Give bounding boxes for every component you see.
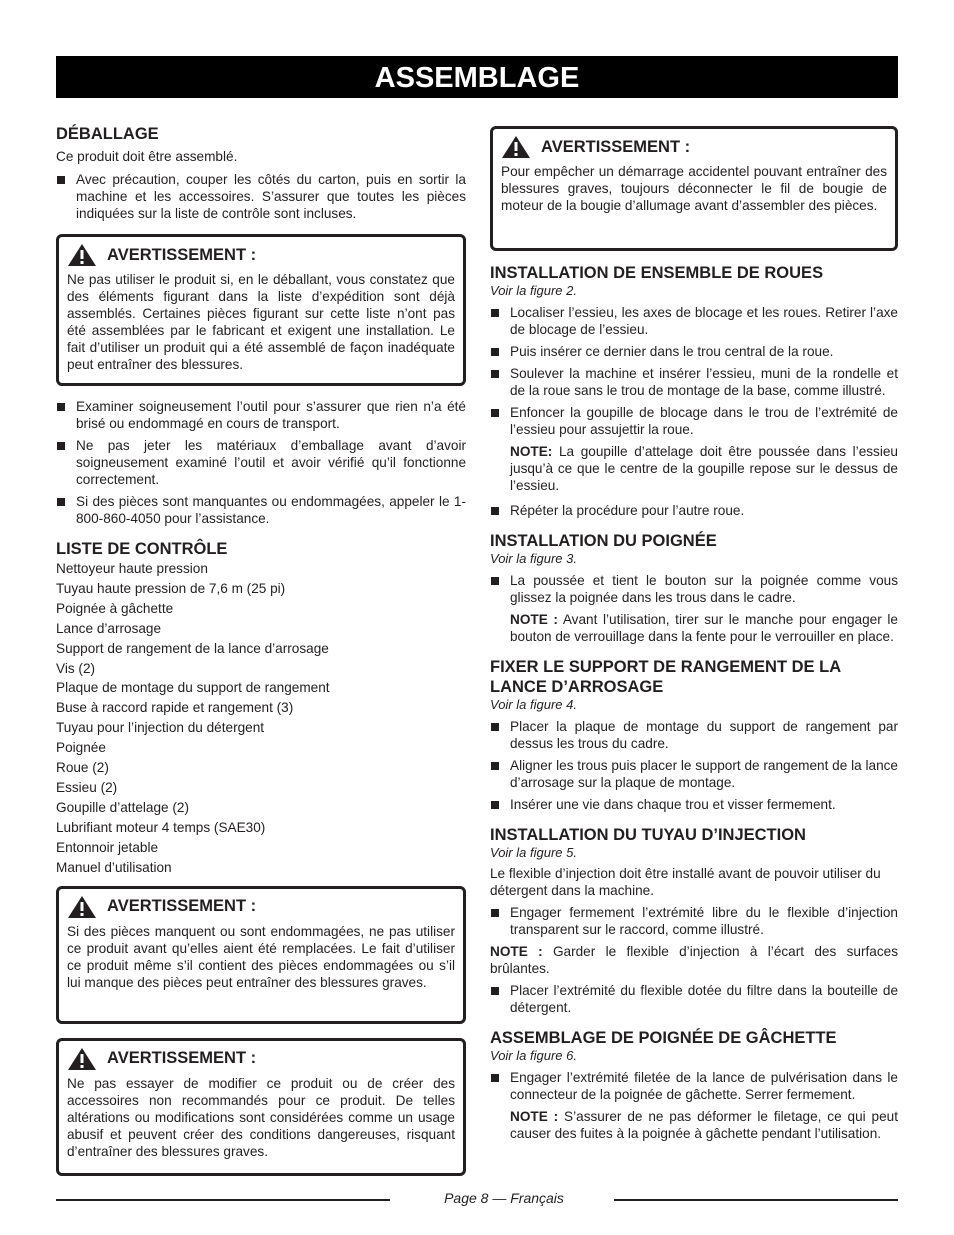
checklist-item: Tuyau pour l’injection du détergent bbox=[56, 720, 265, 736]
checklist-item: Tuyau haute pression de 7,6 m (25 pi) bbox=[56, 580, 286, 596]
wheels-heading: INSTALLATION DE ENSEMBLE DE ROUES bbox=[490, 264, 824, 282]
warning-label: AVERTISSEMENT : bbox=[107, 1049, 257, 1067]
list-item: Placer l’extrémité du flexible dotée du filtre dans la bouteille de détergent. bbox=[490, 982, 898, 1016]
handle-heading: INSTALLATION DU POIGNÉE bbox=[490, 532, 717, 550]
checklist-item: Plaque de montage du support de rangement bbox=[56, 680, 330, 696]
list-item: Répéter la procédure pour l’autre roue. bbox=[490, 502, 898, 519]
figure-reference: Voir la figure 4. bbox=[490, 697, 577, 712]
checklist-item: Roue (2) bbox=[56, 760, 109, 776]
warning-box-modification bbox=[56, 1038, 466, 1176]
page-title: ASSEMBLAGE bbox=[56, 56, 898, 98]
list-item: Enfoncer la goupille de blocage dans le trou de l’extrémité de l’essieu pour assujettir la roue. bbox=[490, 404, 898, 438]
checklist-item: Manuel d’utilisation bbox=[56, 859, 172, 875]
list-item: Examiner soigneusement l’outil pour s’assurer que rien n’a été brisé ou endommagé en cours de transport. bbox=[56, 398, 466, 432]
checklist-item: Poignée à gâchette bbox=[56, 600, 174, 616]
list-item: La poussée et tient le bouton sur la poignée comme vous glissez la poignée dans les trous dans le cadre. bbox=[490, 572, 898, 606]
list-item: Soulever la machine et insérer l’essieu, muni de la rondelle et de la roue sans le trou de montage de la base, comme illustré. bbox=[490, 365, 898, 399]
warning-text: Si des pièces manquent ou sont endommagées, ne pas utiliser ce produit avant qu’elles aient été remplacées. Le fait d’utiliser ce produit même s’il contient des pièces endommagées ou s’il lui manque des pièces peut entraîner des blessures graves. bbox=[67, 923, 455, 990]
inspection-list bbox=[56, 398, 466, 527]
list-item: Placer la plaque de montage du support de rangement par dessus les trous du cadre. bbox=[490, 718, 898, 752]
list-item: Aligner les trous puis placer le support de rangement de la lance d’arrosage sur la plaque de montage. bbox=[490, 757, 898, 791]
figure-reference: Voir la figure 3. bbox=[490, 551, 577, 566]
warning-text: Ne pas utiliser le produit si, en le déballant, vous constatez que des éléments figurant dans la liste d’expédition sont déjà assemblés. Certaines pièces figurant sur cette liste n’ont pas été assemblées par le fabricant et exigent une installation. Le fait d’utiliser un produit qui a été assemblé de façon inadéquate peut entraîner des blessures. bbox=[67, 272, 455, 372]
checklist-heading: LISTE DE CONTRÔLE bbox=[56, 540, 228, 558]
trigger-list bbox=[490, 1069, 898, 1103]
checklist-item: Entonnoir jetable bbox=[56, 839, 159, 855]
injection-intro: Le flexible d’injection doit être installé avant de pouvoir utiliser du détergent dans la machine. bbox=[490, 866, 881, 898]
list-item: Ne pas jeter les matériaux d’emballage avant d’avoir soigneusement examiné l’outil et avoir vérifié qu’il fonctionne correctement. bbox=[56, 437, 466, 488]
list-item: Engager l’extrémité filetée de la lance de pulvérisation dans le connecteur de la poignée de gâchette. Serrer fermement. bbox=[490, 1069, 898, 1103]
warning-triangle-icon bbox=[501, 135, 531, 159]
warning-box-unpacking bbox=[56, 234, 466, 386]
warning-triangle-icon bbox=[67, 895, 97, 919]
warning-box-missing-parts bbox=[56, 886, 466, 1024]
page-footer bbox=[56, 1188, 898, 1208]
list-item: Puis insérer ce dernier dans le trou central de la roue. bbox=[490, 343, 898, 360]
injection-heading: INSTALLATION DU TUYAU D’INJECTION bbox=[490, 826, 806, 844]
wheels-note: NOTE: La goupille d’attelage doit être poussée dans l’essieu jusqu’à ce que le centre de la goupille repose sur le dessus de l’essieu. bbox=[510, 444, 898, 493]
injection-note: NOTE : Garder le flexible d’injection à l’écart des surfaces brûlantes. bbox=[490, 944, 898, 976]
unpacking-intro: Ce produit doit être assemblé. bbox=[56, 149, 238, 164]
unpacking-list bbox=[56, 171, 466, 222]
checklist-item: Poignée bbox=[56, 740, 106, 756]
checklist-item: Vis (2) bbox=[56, 660, 96, 676]
checklist-item: Buse à raccord rapide et rangement (3) bbox=[56, 700, 294, 716]
checklist-item: Support de rangement de la lance d’arrosage bbox=[56, 640, 329, 656]
warning-label: AVERTISSEMENT : bbox=[107, 245, 257, 264]
left-column bbox=[56, 122, 466, 1176]
wheels-list bbox=[490, 304, 898, 438]
list-item: Localiser l’essieu, les axes de blocage et les roues. Retirer l’axe de blocage de l’essieu. bbox=[490, 304, 898, 338]
warning-text: Ne pas essayer de modifier ce produit ou de créer des accessoires non recommandés pour ce produit. De telles altérations ou modifications sont considérées comme un usage abusif et peuvent créer des conditions dangereuses, risquant d’entraîner des blessures graves. bbox=[67, 1075, 455, 1159]
list-item: Si des pièces sont manquantes ou endommagées, appeler le 1-800-860-4050 pour l’assistance. bbox=[56, 493, 466, 527]
checklist-item: Lance d’arrosage bbox=[56, 620, 162, 636]
list-item: Avec précaution, couper les côtés du carton, puis en sortir la machine et les accessoires. S’assurer que toutes les pièces indiquées sur la liste de contrôle sont incluses. bbox=[56, 171, 466, 222]
warning-box-spark-plug bbox=[490, 126, 898, 251]
warning-label: AVERTISSEMENT : bbox=[541, 137, 691, 156]
footer-rule-right bbox=[614, 1199, 898, 1201]
handle-note: NOTE : Avant l’utilisation, tirer sur le manche pour engager le bouton de verrouillage dans la fente pour le verrouiller en place. bbox=[510, 612, 898, 644]
figure-reference: Voir la figure 6. bbox=[490, 1048, 577, 1063]
footer-rule-left bbox=[56, 1199, 390, 1201]
checklist-item: Essieu (2) bbox=[56, 779, 118, 795]
checklist-item: Goupille d’attelage (2) bbox=[56, 799, 189, 815]
figure-reference: Voir la figure 5. bbox=[490, 845, 577, 860]
checklist-item: Lubrifiant moteur 4 temps (SAE30) bbox=[56, 819, 266, 835]
bullet-square bbox=[57, 176, 65, 184]
warning-label: AVERTISSEMENT : bbox=[107, 897, 257, 915]
checklist-item: Nettoyeur haute pression bbox=[56, 561, 208, 576]
right-column bbox=[490, 126, 898, 1142]
unpacking-heading: DÉBALLAGE bbox=[56, 125, 159, 143]
trigger-heading: ASSEMBLAGE DE POIGNÉE DE GÂCHETTE bbox=[490, 1029, 837, 1047]
holder-heading: FIXER LE SUPPORT DE RANGEMENT DE LA LANCE D’ARROSAGE bbox=[490, 658, 841, 696]
warning-triangle-icon bbox=[67, 1047, 97, 1071]
figure-reference: Voir la figure 2. bbox=[490, 283, 577, 298]
checklist bbox=[56, 559, 466, 878]
list-item: Insérer une vie dans chaque trou et visser fermement. bbox=[490, 796, 898, 813]
handle-list bbox=[490, 572, 898, 606]
page-number: Page 8 — Français bbox=[444, 1190, 564, 1206]
trigger-note: NOTE : S’assurer de ne pas déformer le filetage, ce qui peut causer des fuites à la poignée à gâchette pendant l’utilisation. bbox=[510, 1109, 898, 1141]
list-item: Engager fermement l’extrémité libre du le flexible d’injection transparent sur le raccord, comme illustré. bbox=[490, 904, 898, 938]
warning-text: Pour empêcher un démarrage accidentel pouvant entraîner des blessures graves, toujours déconnecter le fil de bougie de moteur de la bougie d’allumage avant d’assembler des pièces. bbox=[501, 164, 887, 213]
warning-triangle-icon bbox=[67, 243, 97, 267]
holder-list bbox=[490, 718, 898, 813]
